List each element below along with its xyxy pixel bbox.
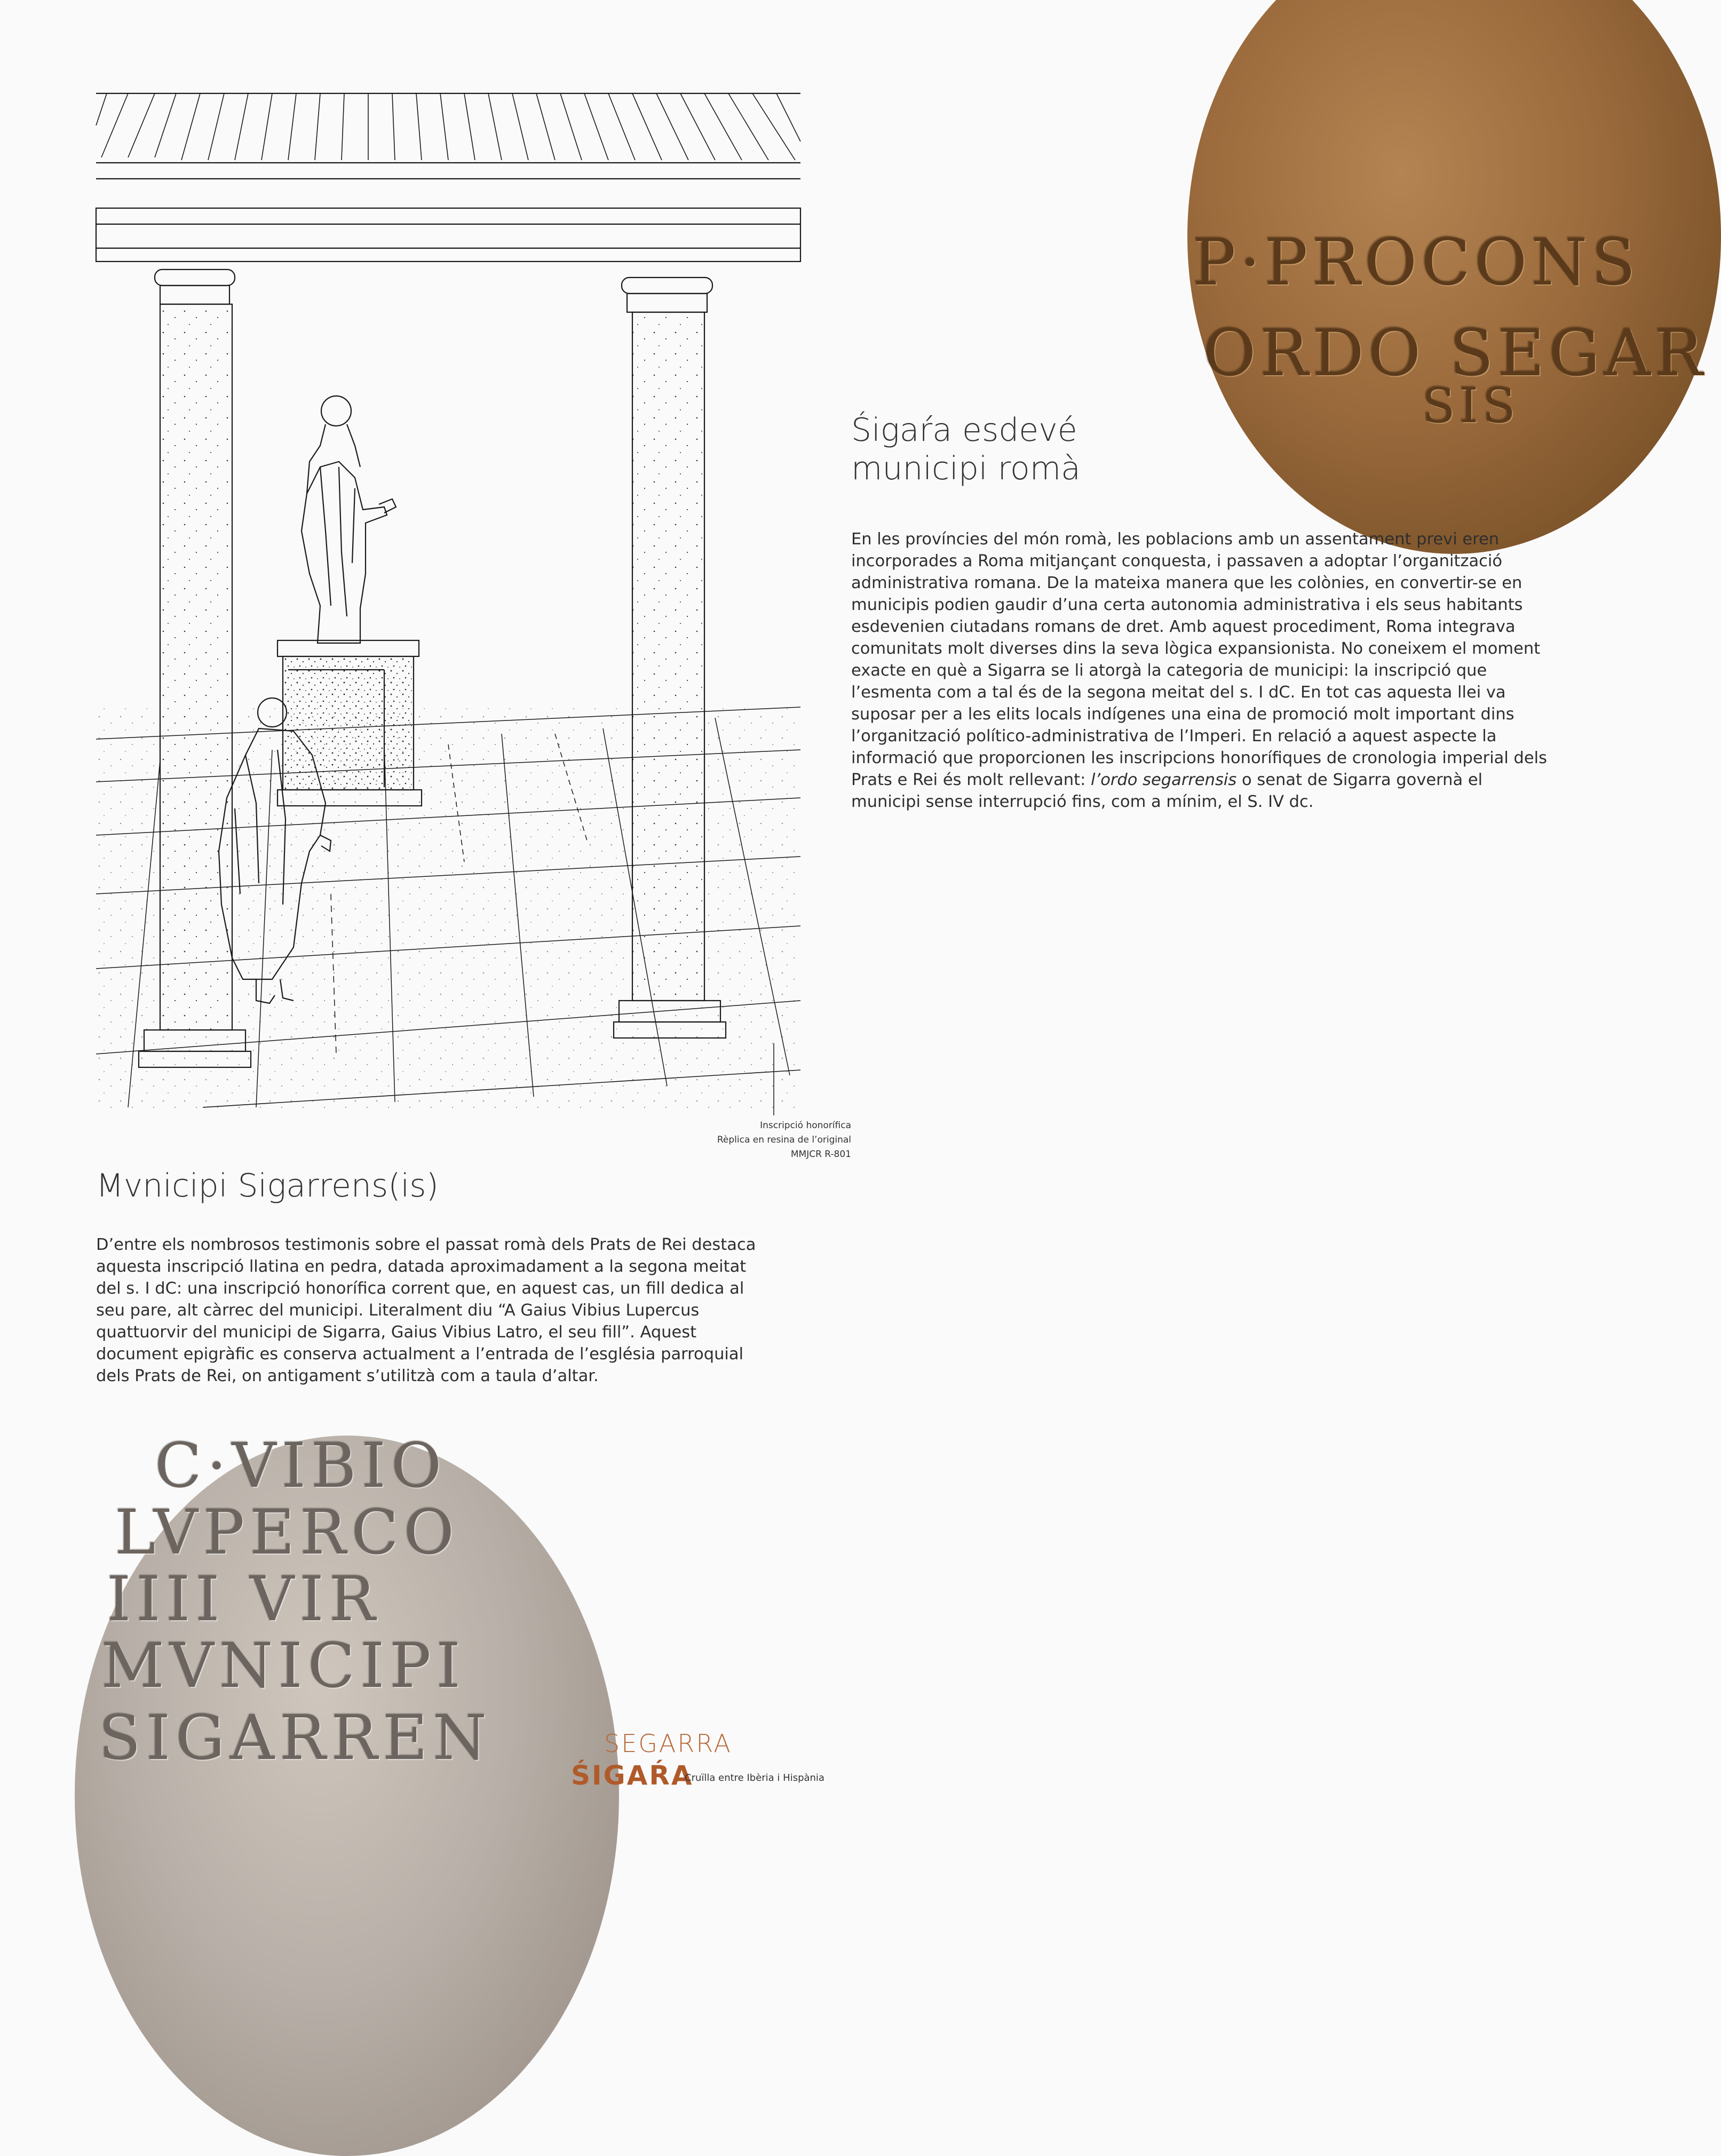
section-heading-sigara-municipi <box>851 411 1278 488</box>
section2-paragraph: D’entre els nombrosos testimonis sobre el passat romà dels Prats de Rei destaca aquesta inscripció llatina en pedra, datada aproximadament a la segona meitat del s. I dC: una inscripció honorífica corrent que, en aquest cas, un fill dedica al seu pare, alt càrrec del municipi. Literalment diu “A Gaius Vibius Lupercus quattuorvir del municipi de Sigarra, Gaius Vibius Latro, el seu fill”. Aquest document epigràfic es conserva actualment a l’entrada de l’església parroquial dels Prats de Rei, on antigament s’utilitzà com a taula d’altar. <box>96 1235 756 1385</box>
inscription-top-line-1: P·PROCONS <box>1193 226 1640 300</box>
heading-line-2: municipi romà <box>851 450 1081 487</box>
body-text-part-2: o senat de Sigarra governà el municipi sense interrupció fins, com a mínim, el S. IV dc. <box>851 771 1483 811</box>
inscription-photo-bottom <box>96 1430 523 1793</box>
illustration-portico-statue <box>96 93 800 1115</box>
inscription-bottom-line-1: C·VIBIO <box>155 1430 447 1502</box>
inscription-bottom-line-5: SIGARREN <box>99 1702 492 1774</box>
inscription-bottom-line-4: MVNICIPI <box>101 1630 466 1702</box>
body-text-italic-ordo: l’ordo segarrensis <box>1091 771 1237 789</box>
inscription-bottom-line-2: LVPERCO <box>115 1497 459 1568</box>
inscription-top-line-3: SIS <box>1422 378 1520 434</box>
body-text-part-1: En les províncies del món romà, les poblacions amb un assentament previ eren incorporades a Roma mitjançant conquesta, i passaven a adoptar l’organització administrativa romana. De la mateixa manera que les colònies, en convertir-se en municipis podien gaudir d’una certa autonomia administrativa i els seus habitants esdevenien ciutadans romans de dret. Amb aquest procediment, Roma integrava comunitats molt diverses dins la seva lògica expansionista. No coneixem el moment exacte en què a Sigarra se li atorgà la categoria de municipi: la inscripció que l’esmenta com a tal és de la segona meitat del s. I dC. En tot cas aquesta llei va suposar per a les elits locals indígenes una eina de promoció molt important dins l’organització político-administrativa de l’Imperi. En relació a aquest aspecte la informació que proporcionen les inscripcions honorífiques de cronologia imperial dels Prats e Rei és molt rellevant: <box>851 530 1548 789</box>
caption-line-1: Inscripció honorífica <box>760 1120 851 1131</box>
logo-tagline: Cruïlla entre Ibèria i Hispània <box>685 1772 824 1784</box>
inscription-top-line-2: ORDO SEGAR <box>1203 316 1708 391</box>
caption-line-2: Rèplica en resina de l’original <box>717 1135 851 1145</box>
logo-sigara-text: ŚIGAŔA <box>571 1760 694 1791</box>
section-heading-mvnicipi: Mvnicipi Sigarrens(is) <box>96 1167 439 1204</box>
inscription-photo-top <box>1187 95 1708 458</box>
heading-line-1: Śigaŕa esdevé <box>851 411 1077 449</box>
inscription-bottom-line-3: IIII VIR <box>107 1564 381 1635</box>
section-body-sigara-municipi <box>851 528 1550 813</box>
section-body-mvnicipi <box>96 1234 768 1387</box>
illustration-caption <box>635 1119 851 1162</box>
caption-line-3: MMJCR R-801 <box>790 1149 851 1160</box>
segarra-sigara-logo <box>571 1729 870 1793</box>
logo-segarra-text: SEGARRA <box>604 1729 732 1758</box>
